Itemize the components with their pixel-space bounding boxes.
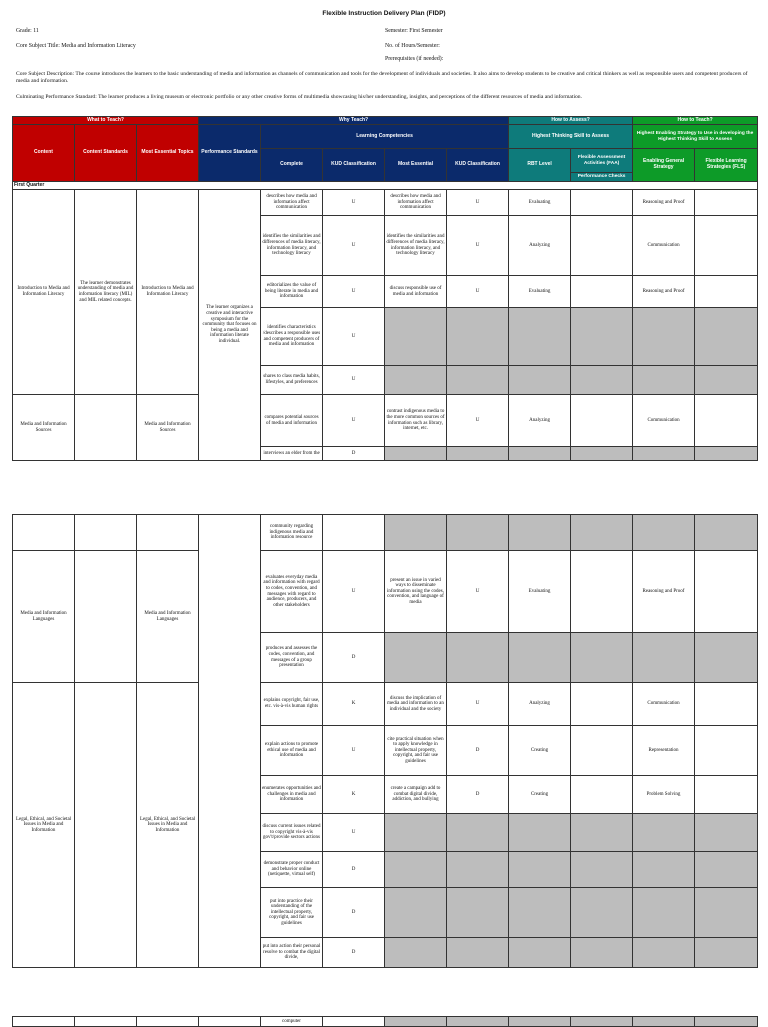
empty-cell	[447, 366, 509, 395]
empty-cell	[447, 888, 509, 938]
empty-cell	[571, 814, 633, 852]
kud2-cell: D	[447, 726, 509, 776]
rbt-cell: Creating	[509, 726, 571, 776]
faa-cell	[571, 276, 633, 308]
fls-cell	[695, 726, 758, 776]
empty-cell	[385, 633, 447, 683]
performance-standard-cell	[199, 1017, 261, 1027]
complete-cell: computer	[261, 1017, 323, 1027]
enabling-cell: Problem Solving	[633, 776, 695, 814]
fls-cell	[695, 276, 758, 308]
kud-cell: U	[323, 308, 385, 366]
kud2-cell: U	[447, 276, 509, 308]
rbt-cell: Evaluating	[509, 551, 571, 633]
empty-cell	[571, 852, 633, 888]
enabling-cell: Communication	[633, 216, 695, 276]
faa-cell	[571, 683, 633, 726]
content-cell: Media and Information Languages	[13, 551, 75, 683]
empty-cell	[633, 1017, 695, 1027]
enabling-cell: Communication	[633, 395, 695, 447]
kud-cell: D	[323, 938, 385, 968]
kud-cell: U	[323, 190, 385, 216]
complete-cell: evaluates everyday media and information with regard to codes, convention, and messages with regard to audience, producers, and other stakeholders	[261, 551, 323, 633]
empty-cell	[447, 633, 509, 683]
rbt-level-header: RBT Level	[509, 149, 571, 182]
empty-cell	[571, 888, 633, 938]
most-essential-cell: present an issue in varied ways to disseminate information using the codes, convention, and language of media	[385, 551, 447, 633]
most-essential-cell: identifies the similarities and differences of media literacy, information literacy, and technology literacy	[385, 216, 447, 276]
empty-cell	[695, 1017, 758, 1027]
content-cell	[13, 515, 75, 551]
empty-cell	[695, 308, 758, 366]
most-essential-cell: cite practical situation when to apply knowledge in intellectual property, copyright, and fair use guidelines	[385, 726, 447, 776]
empty-cell	[385, 1017, 447, 1027]
empty-cell	[571, 938, 633, 968]
most-essential-cell: describes how media and information affect communication	[385, 190, 447, 216]
faa-cell	[571, 776, 633, 814]
kud-cell: D	[323, 633, 385, 683]
empty-cell	[633, 447, 695, 461]
kud2-cell: D	[447, 776, 509, 814]
most-essential-header: Most Essential	[385, 149, 447, 182]
faa-cell	[571, 551, 633, 633]
enabling-cell: Representation	[633, 726, 695, 776]
content-cell: Legal, Ethical, and Societal Issues in Media and Information	[13, 683, 75, 968]
empty-cell	[633, 888, 695, 938]
faa-header: Flexible Assessment Activities (FAA)	[571, 149, 633, 173]
content-cell: Introduction to Media and Information Literacy	[13, 190, 75, 395]
empty-cell	[385, 938, 447, 968]
empty-cell	[571, 1017, 633, 1027]
enabling-cell: Reasoning and Proof	[633, 190, 695, 216]
empty-cell	[385, 515, 447, 551]
essential-topics-header: Most Essential Topics	[137, 125, 199, 182]
content-header: Content	[13, 125, 75, 182]
complete-cell: explains copyright, fair use, etc. vis-à-vis human rights	[261, 683, 323, 726]
empty-cell	[633, 308, 695, 366]
hours-label: No. of Hours/Semester:	[385, 43, 440, 49]
topic-cell: Media and Information Sources	[137, 395, 199, 461]
fidp-table-page3	[12, 1016, 758, 1027]
topic-cell: Media and Information Languages	[137, 551, 199, 683]
content-standard-cell	[75, 395, 137, 461]
empty-cell	[695, 938, 758, 968]
complete-cell: identifies the similarities and differences of media literacy, information literacy, and technology literacy	[261, 216, 323, 276]
empty-cell	[571, 447, 633, 461]
empty-cell	[385, 852, 447, 888]
content-cell	[13, 1017, 75, 1027]
faa-cell	[571, 190, 633, 216]
core-subject-label: Core Subject Title: Media and Information Literacy	[16, 43, 136, 49]
empty-cell	[447, 308, 509, 366]
kud2-cell: U	[447, 683, 509, 726]
enabling-cell: Communication	[633, 683, 695, 726]
kud2-cell: U	[447, 551, 509, 633]
core-description: Core Subject Description: The course introduces the learners to the basic understanding of media and information as channels of communication and tools for the development of individuals and societies. It also aims to develop students to be creative and critical thinkers as well as responsible users and competent producers of media and information.	[16, 71, 748, 84]
kud-cell: K	[323, 776, 385, 814]
how-to-assess-header: How to Assess?	[509, 117, 633, 125]
complete-cell: discuss current issues related to copyright vis-à-vis gov't/provide sectors actions	[261, 814, 323, 852]
kud-cell: U	[323, 726, 385, 776]
empty-cell	[509, 1017, 571, 1027]
empty-cell	[633, 366, 695, 395]
empty-cell	[695, 814, 758, 852]
fls-cell	[695, 216, 758, 276]
empty-cell	[571, 633, 633, 683]
enabling-cell: Reasoning and Proof	[633, 551, 695, 633]
empty-cell	[695, 852, 758, 888]
rbt-cell: Creating	[509, 776, 571, 814]
empty-cell	[447, 814, 509, 852]
performance-standards-header: Performance Standards	[199, 125, 261, 182]
complete-header: Complete	[261, 149, 323, 182]
empty-cell	[447, 852, 509, 888]
content-cell: Media and Information Sources	[13, 395, 75, 461]
empty-cell	[385, 366, 447, 395]
fls-header: Flexible Learning Strategies (FLS)	[695, 149, 758, 182]
empty-cell	[571, 515, 633, 551]
complete-cell: editorializes the value of being literate in media and information	[261, 276, 323, 308]
culminating-standard: Culminating Performance Standard: The learner produces a living museum or electronic portfolio or any other creative forms of multimedia showcasing his/her understanding, insights, and perceptions of the different resources of media and information.	[16, 94, 582, 100]
empty-cell	[695, 888, 758, 938]
empty-cell	[695, 447, 758, 461]
topic-cell	[137, 1017, 199, 1027]
performance-standard-cell	[199, 515, 261, 968]
rbt-cell: Analyzing	[509, 683, 571, 726]
complete-cell: enumerates opportunities and challenges in media and information	[261, 776, 323, 814]
topic-cell	[137, 515, 199, 551]
empty-cell	[509, 633, 571, 683]
complete-cell: community regarding indigenous media and information resource	[261, 515, 323, 551]
complete-cell: put into practice their understanding of the intellectual property, copyright, and fair use guidelines	[261, 888, 323, 938]
fls-cell	[695, 683, 758, 726]
kud-cell: D	[323, 852, 385, 888]
content-standard-cell	[75, 515, 137, 551]
empty-cell	[633, 852, 695, 888]
how-to-teach-header: How to Teach?	[633, 117, 758, 125]
complete-cell: put into action their personal resolve to combat the digital divide,	[261, 938, 323, 968]
empty-cell	[385, 308, 447, 366]
content-standard-cell	[75, 1017, 137, 1027]
empty-cell	[385, 447, 447, 461]
performance-standard-cell: The learner organizes a creative and interactive symposium for the community that focuses on being a media and information literate individual.	[199, 190, 261, 461]
topic-cell: Introduction to Media and Information Literacy	[137, 190, 199, 395]
complete-cell: explain actions to promote ethical use of media and information	[261, 726, 323, 776]
fls-cell	[695, 776, 758, 814]
kud-cell: D	[323, 888, 385, 938]
empty-cell	[633, 814, 695, 852]
faa-cell	[571, 395, 633, 447]
kud-cell: U	[323, 276, 385, 308]
rbt-cell: Analyzing	[509, 216, 571, 276]
complete-cell: interviews an elder from the	[261, 447, 323, 461]
kud-cell	[323, 515, 385, 551]
empty-cell	[447, 515, 509, 551]
empty-cell	[509, 888, 571, 938]
faa-cell	[571, 216, 633, 276]
empty-cell	[509, 852, 571, 888]
grade-label: Grade: 11	[16, 28, 39, 34]
content-standard-cell	[75, 551, 137, 683]
kud-cell: U	[323, 814, 385, 852]
doc-title: Flexible Instruction Delivery Plan (FIDP)	[322, 10, 446, 17]
complete-cell: describes how media and information affect communication	[261, 190, 323, 216]
empty-cell	[695, 515, 758, 551]
kud-cell: U	[323, 551, 385, 633]
kud-cell: U	[323, 395, 385, 447]
empty-cell	[571, 366, 633, 395]
complete-cell: produces and assesses the codes, convention, and messages of a group presentation	[261, 633, 323, 683]
kud2-cell: U	[447, 395, 509, 447]
semester-label: Semester: First Semester	[385, 28, 443, 34]
fidp-table-page1	[12, 116, 758, 461]
empty-cell	[509, 938, 571, 968]
kud-cell: D	[323, 447, 385, 461]
most-essential-cell: discuss responsible use of media and information	[385, 276, 447, 308]
fls-cell	[695, 190, 758, 216]
empty-cell	[509, 447, 571, 461]
empty-cell	[447, 447, 509, 461]
most-essential-cell: create a campaign add to combat digital divide, addiction, and bullying	[385, 776, 447, 814]
complete-cell: shares to class media habits, lifestyles, and preferences	[261, 366, 323, 395]
kud-cell: K	[323, 683, 385, 726]
highest-enabling-strategy-header: Highest Enabling Strategy to Use in developing the Highest Thinking Skill to Assess	[633, 125, 758, 149]
kud2-cell: U	[447, 190, 509, 216]
empty-cell	[633, 938, 695, 968]
empty-cell	[695, 633, 758, 683]
highest-thinking-skill-header: Highest Thinking Skill to Assess	[509, 125, 633, 149]
fls-cell	[695, 551, 758, 633]
quarter-label: First Quarter	[13, 182, 758, 190]
topic-cell: Legal, Ethical, and Societal Issues in Media and Information	[137, 683, 199, 968]
learning-competencies-header: Learning Competencies	[261, 125, 509, 149]
kud-cell	[323, 1017, 385, 1027]
most-essential-cell: discuss the implication of media and information to an individual and the society	[385, 683, 447, 726]
empty-cell	[509, 814, 571, 852]
empty-cell	[633, 633, 695, 683]
enabling-strategy-header: Enabling General Strategy	[633, 149, 695, 182]
prereq-label: Prerequisites (if needed):	[385, 56, 444, 62]
rbt-cell: Evaluating	[509, 190, 571, 216]
rbt-cell: Analyzing	[509, 395, 571, 447]
kud-cell: U	[323, 216, 385, 276]
kud2-header: KUD Classification	[447, 149, 509, 182]
empty-cell	[509, 308, 571, 366]
why-teach-header: Why Teach?	[199, 117, 509, 125]
content-standard-cell	[75, 683, 137, 968]
content-standards-header: Content Standards	[75, 125, 137, 182]
empty-cell	[509, 515, 571, 551]
enabling-cell: Reasoning and Proof	[633, 276, 695, 308]
empty-cell	[509, 366, 571, 395]
content-standard-cell: The learner demonstrates understanding of media and information literacy (MIL) and MIL related concepts.	[75, 190, 137, 395]
what-to-teach-header: What to Teach?	[13, 117, 199, 125]
fls-cell	[695, 395, 758, 447]
empty-cell	[447, 1017, 509, 1027]
performance-checks-header: Performance Checks	[571, 173, 633, 182]
complete-cell: demonstrate proper conduct and behavior online (netiquette, virtual self)	[261, 852, 323, 888]
kud2-cell: U	[447, 216, 509, 276]
empty-cell	[447, 938, 509, 968]
fidp-table-page2	[12, 514, 758, 968]
kud-cell: U	[323, 366, 385, 395]
empty-cell	[571, 308, 633, 366]
faa-cell	[571, 726, 633, 776]
complete-cell: identifies characteristics /describes a responsible uses and competent producers of media and information	[261, 308, 323, 366]
kud-header: KUD Classification	[323, 149, 385, 182]
most-essential-cell: contrast indigenous media to the more common sources of information such as library, internet, etc.	[385, 395, 447, 447]
empty-cell	[385, 814, 447, 852]
empty-cell	[633, 515, 695, 551]
complete-cell: compares potential sources of media and information	[261, 395, 323, 447]
empty-cell	[385, 888, 447, 938]
rbt-cell: Evaluating	[509, 276, 571, 308]
empty-cell	[695, 366, 758, 395]
